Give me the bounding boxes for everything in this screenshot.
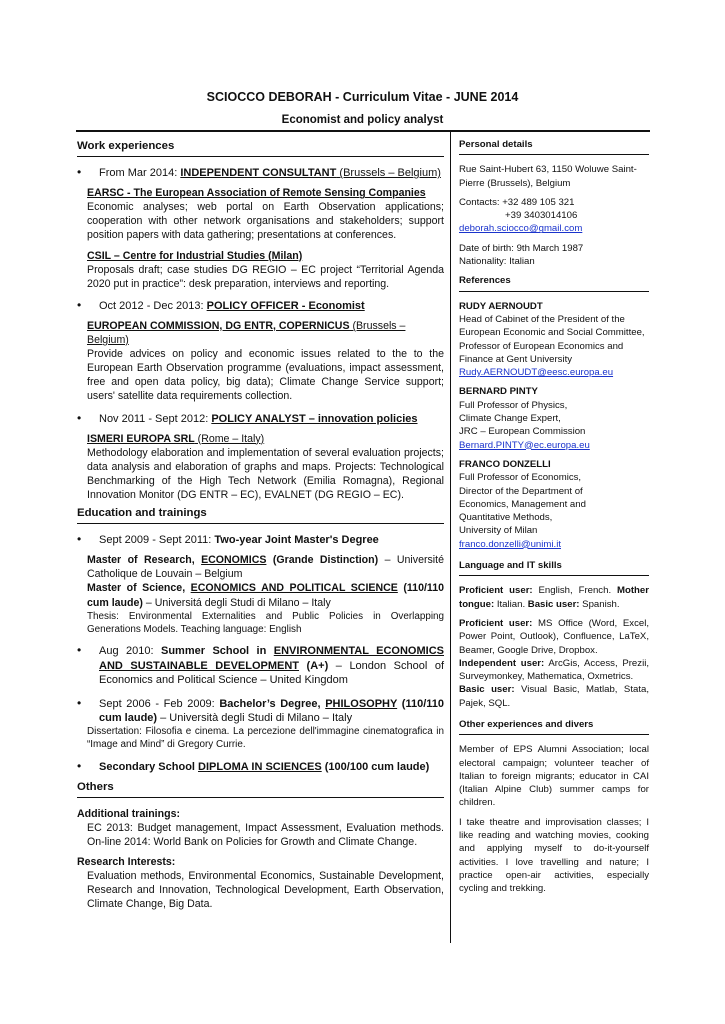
education-grade: (110/110 cum laude) — [99, 697, 444, 724]
section-heading-references: References — [459, 274, 649, 291]
education-title: Secondary School — [99, 760, 199, 773]
job-place: (Brussels – Belgium) — [336, 167, 441, 180]
date-of-birth: Date of birth: 9th March 1987 — [459, 242, 584, 254]
education-title: Summer School in — [160, 645, 274, 658]
employer-name: CSIL – Centre for Industrial Studies (Milan) — [87, 249, 303, 262]
reference-line: JRC – European Commission — [459, 426, 586, 438]
education-title: Two-year Joint Master's Degree — [214, 534, 379, 547]
education-title: Bachelor’s Degree, — [219, 697, 326, 710]
skill-list: Italian. — [494, 598, 528, 610]
reference-line: Full Professor of Economics, — [459, 472, 582, 484]
section-heading-education: Education and trainings — [77, 506, 444, 524]
bullet-icon: • — [77, 532, 82, 547]
skill-list: Spanish. — [579, 598, 620, 610]
reference-line: Full Professor of Physics, — [459, 399, 568, 411]
language-skills — [459, 584, 649, 611]
reference-line: Quantitative Methods, — [459, 512, 553, 524]
bullet-icon: • — [77, 695, 82, 710]
job-role: POLICY OFFICER - Economist — [206, 299, 365, 312]
degree-institution: – Universitá degli Studi di Milano – Italy — [142, 596, 331, 609]
employer-description: Proposals draft; case studies DG REGIO – EC project “Territorial Agenda 2020 put in practice”: desk preparation, interviews and reporting. — [87, 263, 444, 290]
degree-institution: – Université Catholique de Louvain – Belgium — [87, 554, 444, 581]
education-subject: ENVIRONMENTAL ECONOMICS AND SUSTAINABLE DEVELOPMENT — [99, 645, 444, 672]
skill-level: Proficient user: — [459, 585, 533, 597]
job-period: From Mar 2014: — [99, 167, 181, 180]
it-skills-proficient — [459, 617, 649, 657]
other-experiences-paragraph: Member of EPS Alumni Association; local electoral campaign; volunteer teacher of Italian to foreign migrants; educator in CAI (Italian Alpine Club) summer camps for children. — [459, 744, 649, 809]
reference-line: University of Milan — [459, 525, 538, 537]
bullet-icon: • — [77, 410, 82, 425]
employer-place: (Rome – Italy) — [194, 432, 265, 445]
employer-name: EARSC - The European Association of Remote Sensing Companies — [87, 187, 426, 200]
job-period: Nov 2011 - Sept 2012: — [99, 412, 212, 425]
education-grade: (100/100 cum laude) — [321, 760, 430, 773]
employer-place: (Brussels – Belgium) — [87, 319, 406, 347]
degree-subject: ECONOMICS — [201, 554, 267, 567]
education-entry — [77, 697, 444, 725]
section-heading-other-experiences: Other experiences and divers — [459, 718, 649, 735]
education-entry — [77, 533, 444, 547]
bullet-icon: • — [77, 643, 82, 658]
nationality: Nationality: Italian — [459, 256, 535, 268]
reference-line: Climate Change Expert, — [459, 413, 561, 425]
it-skills-independent — [459, 657, 649, 684]
contacts: Contacts: +32 489 105 321 — [459, 196, 575, 208]
bullet-icon: • — [77, 758, 82, 773]
degree-grade: (Grande Distinction) — [266, 554, 379, 567]
left-column — [77, 139, 444, 912]
education-subject: DIPLOMA IN SCIENCES — [198, 760, 322, 773]
section-heading-work: Work experiences — [77, 139, 444, 157]
reference-email-link[interactable]: Bernard.PINTY@ec.europa.eu — [459, 439, 590, 451]
header-divider — [76, 130, 650, 132]
degree-name: Master of Science, — [87, 582, 191, 595]
education-entry — [77, 760, 444, 774]
email-link[interactable]: deborah.sciocco@gmail.com — [459, 223, 583, 235]
skill-level: Basic user: — [527, 598, 580, 610]
employer-description: Methodology elaboration and implementation of several evaluation projects; data analysis and elaboration of graphs and maps. Projects: Technological Benchmarking of the High Tech Network (Emilia Romagna), Regional Innovation Monitor (DG ENTR – EC), EVALNET (DG REGIO – EC). — [87, 446, 444, 501]
employer-name: EUROPEAN COMMISSION, DG ENTR, COPERNICUS — [87, 319, 350, 332]
bullet-icon: • — [77, 165, 82, 180]
reference-name: RUDY AERNOUDT — [459, 300, 543, 312]
page-title: SCIOCCO DEBORAH - Curriculum Vitae - JUNE 2014 — [206, 90, 519, 104]
skill-list: ArcGis, Access, Prezii, Surveymonkey, Mathematica, Oxmetrics. — [459, 657, 649, 683]
bullet-icon: • — [77, 297, 82, 312]
degree-grade: (110/110 cum laude) — [87, 582, 444, 609]
education-period: Aug 2010: — [99, 645, 161, 658]
hobbies-paragraph: I take theatre and improvisation classes; I like reading and watching movies, cooking and applying myself to do-it-yourself activities. I love travelling and nature; I practice open-air activities, especially cycling and trekking. — [459, 816, 649, 895]
education-period: Sept 2006 - Feb 2009: — [99, 697, 220, 710]
right-column — [459, 138, 649, 896]
skill-list: English, French. — [532, 585, 618, 597]
education-period: Sept 2009 - Sept 2011: — [99, 534, 215, 547]
address: Rue Saint-Hubert 63, 1150 Woluwe Saint-Pierre (Brussels), Belgium — [459, 164, 637, 189]
research-interests-title: Research Interests: — [77, 856, 176, 869]
job-role: POLICY ANALYST – innovation policies — [211, 412, 418, 425]
job-role: INDEPENDENT CONSULTANT — [180, 167, 337, 180]
dissertation-note: Dissertation: Filosofia e cinema. La percezione dell'immagine cinematografica in “Image and Mind” di Gregory Currie. — [87, 725, 444, 751]
reference-email-link[interactable]: franco.donzelli@unimi.it — [459, 538, 561, 550]
skill-list: Visual Basic, Matlab, Stata, Pajek, SQL. — [459, 684, 649, 709]
skill-level: Mother tongue: — [459, 585, 649, 610]
thesis-note: Thesis: Environmental Externalities and Public Policies in Overlapping Generations Models. Teaching language: English — [87, 610, 444, 636]
section-heading-others: Others — [77, 780, 444, 798]
employer-description: Economic analyses; web portal on Earth Observation applications; cooperation with other network organisations and stakeholders; support position papers with data gathering; presentations at conferences. — [87, 201, 444, 242]
skill-level: Independent user: — [459, 657, 545, 669]
it-skills-basic — [459, 683, 649, 710]
job-entry — [77, 299, 444, 313]
reference-line: Economics, Management and — [459, 498, 586, 510]
employer-description: Provide advices on policy and economic issues related to the to the European Earth Observation programme (evaluations, impact assessment, free and open data policy, big data); Climate Change Service support; users' satellite data requirements collection. — [87, 348, 444, 403]
phone-secondary: +39 3403014106 — [505, 210, 578, 222]
education-grade: (A+) — [299, 659, 329, 672]
job-period: Oct 2012 - Dec 2013: — [99, 299, 207, 312]
skill-list: MS Office (Word, Excel, Power Point, Outlook), Confluence, LaTeX, Beamer, Google Drive, Dropbox. — [459, 617, 650, 656]
reference-email-link[interactable]: Rudy.AERNOUDT@eesc.europa.eu — [459, 367, 614, 379]
reference-description: Head of Cabinet of the President of the European Economic and Social Committee, Professor of European Economics and Finance at Gent University — [459, 313, 645, 365]
section-heading-skills: Language and IT skills — [459, 559, 649, 576]
reference-line: Director of the Department of — [459, 485, 583, 497]
education-institution: – Università degli Studi di Milano – Italy — [157, 711, 353, 724]
job-entry — [77, 412, 444, 426]
reference-name: BERNARD PINTY — [459, 386, 538, 398]
section-heading-personal: Personal details — [459, 138, 649, 155]
education-entry — [77, 644, 444, 686]
education-subject: PHILOSOPHY — [325, 697, 398, 710]
degree-name: Master of Research, — [87, 554, 202, 567]
employer-name: ISMERI EUROPA SRL — [87, 432, 195, 445]
education-institution: – London School of Economics and Political Science – United Kingdom — [99, 659, 445, 686]
skill-level: Proficient user: — [459, 617, 533, 629]
research-interests-text: Evaluation methods, Environmental Economics, Sustainable Development, Research and Innovation, Technological Development, Earth Observation, Climate Change, Big Data. — [87, 870, 444, 911]
additional-trainings-title: Additional trainings: — [77, 807, 180, 820]
page-subtitle: Economist and policy analyst — [281, 114, 444, 126]
column-divider — [450, 131, 451, 943]
skill-level: Basic user: — [459, 684, 515, 696]
degree-subject: ECONOMICS AND POLITICAL SCIENCE — [190, 582, 398, 595]
reference-name: FRANCO DONZELLI — [459, 458, 551, 470]
additional-trainings-text: EC 2013: Budget management, Impact Assessment, Evaluation methods. On-line 2014: World Bank on Policies for Growth and Climate Change. — [87, 822, 444, 849]
job-entry — [77, 166, 444, 180]
